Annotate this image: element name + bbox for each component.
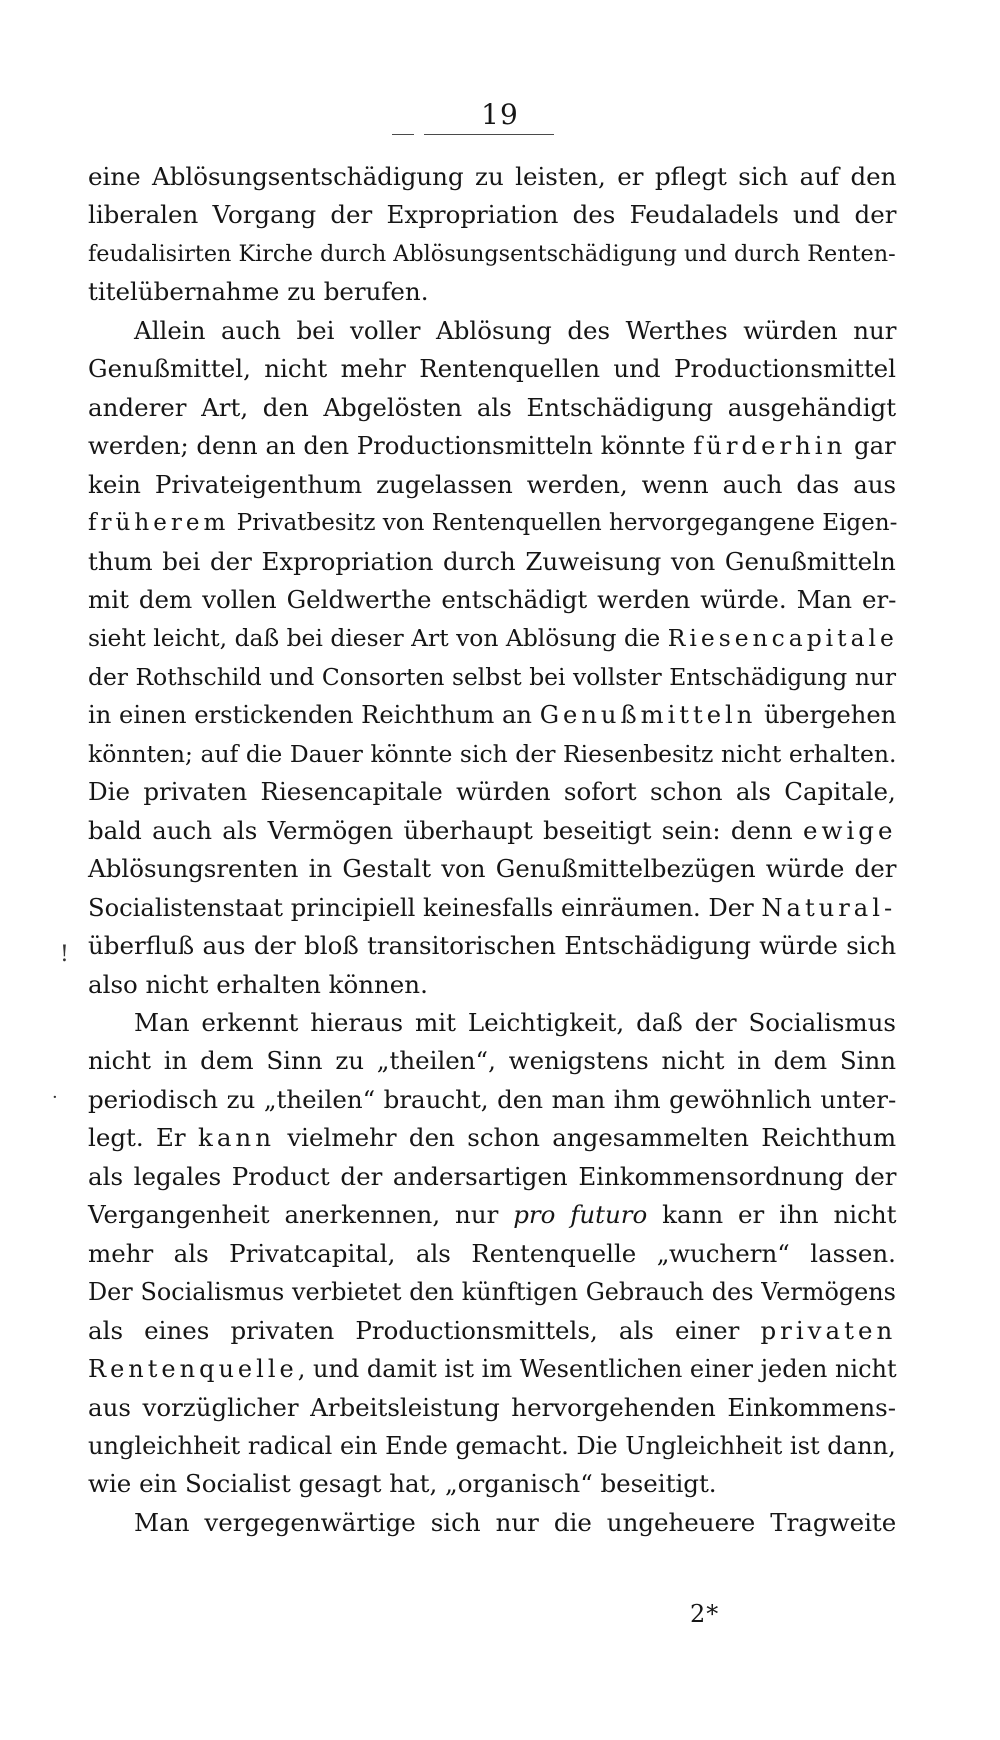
spaced-emphasis-text: ewige [802,815,897,845]
text-line [88,1004,896,1042]
text-line [88,1465,896,1503]
text-line [88,927,896,965]
text-line [88,1312,896,1350]
text-line [88,389,896,427]
text-line [88,1273,896,1311]
margin-annotation-dot: · [52,1087,58,1108]
text-line [88,312,896,350]
spaced-emphasis-text: Genußmitteln [539,701,757,730]
text-line [88,850,896,888]
text-run: Allein auch bei voller Ablösung des Werthes würden nur [134,315,897,345]
text-line [88,466,896,504]
text-run: mehr als Privatcapital, als Rentenquelle „wuchern“ lassen. [88,1238,896,1268]
text-run: , und damit ist im Wesentlichen einer jeden nicht [297,1355,897,1384]
text-run: titelübernahme zu berufen. [88,277,429,307]
text-run: Socialistenstaat principiell keinesfalls einräumen. Der [88,893,762,922]
spaced-emphasis-text: kann [197,1123,275,1153]
margin-annotation-mark: ! [60,942,69,967]
text-run: Der Socialismus verbietet den künftigen Gebrauch des Vermögens [88,1278,896,1307]
text-line [88,1427,896,1465]
text-run: Privatbesitz von Rentenquellen hervorgegangene Eigen- [229,510,898,537]
text-run: periodisch zu „theilen“ braucht, den man ihm gewöhnlich unter- [88,1084,897,1114]
text-run: feudalisirten Kirche durch Ablösungsentschädigung und durch Renten- [88,240,896,267]
text-run: als legales Product der andersartigen Einkommensordnung der [88,1161,897,1191]
text-line [88,427,896,465]
italic-text: pro futuro [513,1200,648,1230]
signature-mark: 2* [690,1600,720,1628]
text-run: kann er ihn nicht [647,1200,897,1230]
spaced-emphasis-text: privaten [760,1315,897,1345]
text-run: als eines privaten Productionsmittels, als einer [88,1315,761,1345]
text-run: ungleichheit radical ein Ende gemacht. Die Ungleichheit ist dann, [88,1431,896,1460]
text-line [88,158,896,196]
text-line [88,812,896,850]
header-rule [424,134,554,135]
spaced-emphasis-text: Rentenquelle [88,1355,298,1384]
text-line [88,350,896,388]
text-line [88,196,896,234]
text-run: anderer Art, den Abgelösten als Entschädigung ausgehändigt [88,392,897,422]
text-run: also nicht erhalten können. [88,969,428,999]
text-line [88,1158,896,1196]
text-line [88,658,896,696]
text-run: vielmehr den schon angesammelten Reichthum [274,1123,897,1153]
text-run: aus vorzüglicher Arbeitsleistung hervorgehenden Einkommens- [88,1392,897,1422]
text-run: sieht leicht, daß bei dieser Art von Ablösung die [88,624,668,653]
text-line [88,1196,896,1234]
text-run: überfluß aus der bloß transitorischen Entschädigung würde sich [88,931,897,961]
text-line [88,543,896,581]
text-line [88,1235,896,1273]
text-run: werden; denn an den Productionsmitteln könnte [88,431,694,461]
page-number: 19 [481,98,519,131]
text-run: in einen erstickenden Reichthum an [88,701,540,730]
spaced-emphasis-text: fürderhin [693,431,847,461]
spaced-emphasis-text: Riesencapitale [667,624,898,653]
text-run: bald auch als Vermögen überhaupt beseitigt sein: denn [88,815,803,845]
text-run: Vergangenheit anerkennen, nur [88,1200,514,1230]
text-run: Man erkennt hieraus mit Leichtigkeit, daß der Socialismus [134,1007,897,1037]
text-line [88,235,896,273]
text-run: nicht in dem Sinn zu „theilen“, wenigstens nicht in dem Sinn [88,1046,897,1076]
text-run: übergehen [756,701,897,730]
text-line [88,1042,896,1080]
text-line [88,1350,896,1388]
text-line [88,1119,896,1157]
text-run: gar [846,431,896,461]
text-line [88,773,896,811]
spaced-emphasis-text: Natural- [761,893,897,922]
text-run: wie ein Socialist gesagt hat, „organisch“ beseitigt. [88,1469,717,1499]
text-run: Ablösungsrenten in Gestalt von Genußmittelbezügen würde der [88,854,897,884]
text-run: mit dem vollen Geldwerthe entschädigt werden würde. Man er- [88,584,897,614]
text-line [88,273,896,311]
text-line [88,696,896,734]
text-run: der Rothschild und Consorten selbst bei vollster Entschädigung nur [88,662,897,691]
text-run: legt. Er [88,1123,198,1153]
text-run: könnten; auf die Dauer könnte sich der Riesenbesitz nicht erhalten. [88,739,897,768]
text-run: eine Ablösungsentschädigung zu leisten, er pflegt sich auf den [88,162,897,191]
body-text [88,158,896,1542]
text-line [88,1081,896,1119]
text-run: thum bei der Expropriation durch Zuweisung von Genußmitteln [88,546,896,576]
text-run: Genußmittel, nicht mehr Rentenquellen und Productionsmittel [88,354,897,384]
text-line [88,889,896,927]
text-line [88,1389,896,1427]
text-run: Man vergegenwärtige sich nur die ungeheuere Tragweite [134,1507,897,1537]
text-run: kein Privateigenthum zugelassen werden, wenn auch das aus [88,469,897,499]
text-line [88,619,896,657]
text-line [88,966,896,1004]
text-line [88,1504,896,1542]
text-line [88,735,896,773]
text-run: liberalen Vorgang der Expropriation des Feudaladels und der [88,200,897,230]
spaced-emphasis-text: früherem [88,510,230,537]
text-line [88,581,896,619]
text-line [88,504,896,542]
text-run: Die privaten Riesencapitale würden sofort schon als Capitale, [88,777,896,807]
